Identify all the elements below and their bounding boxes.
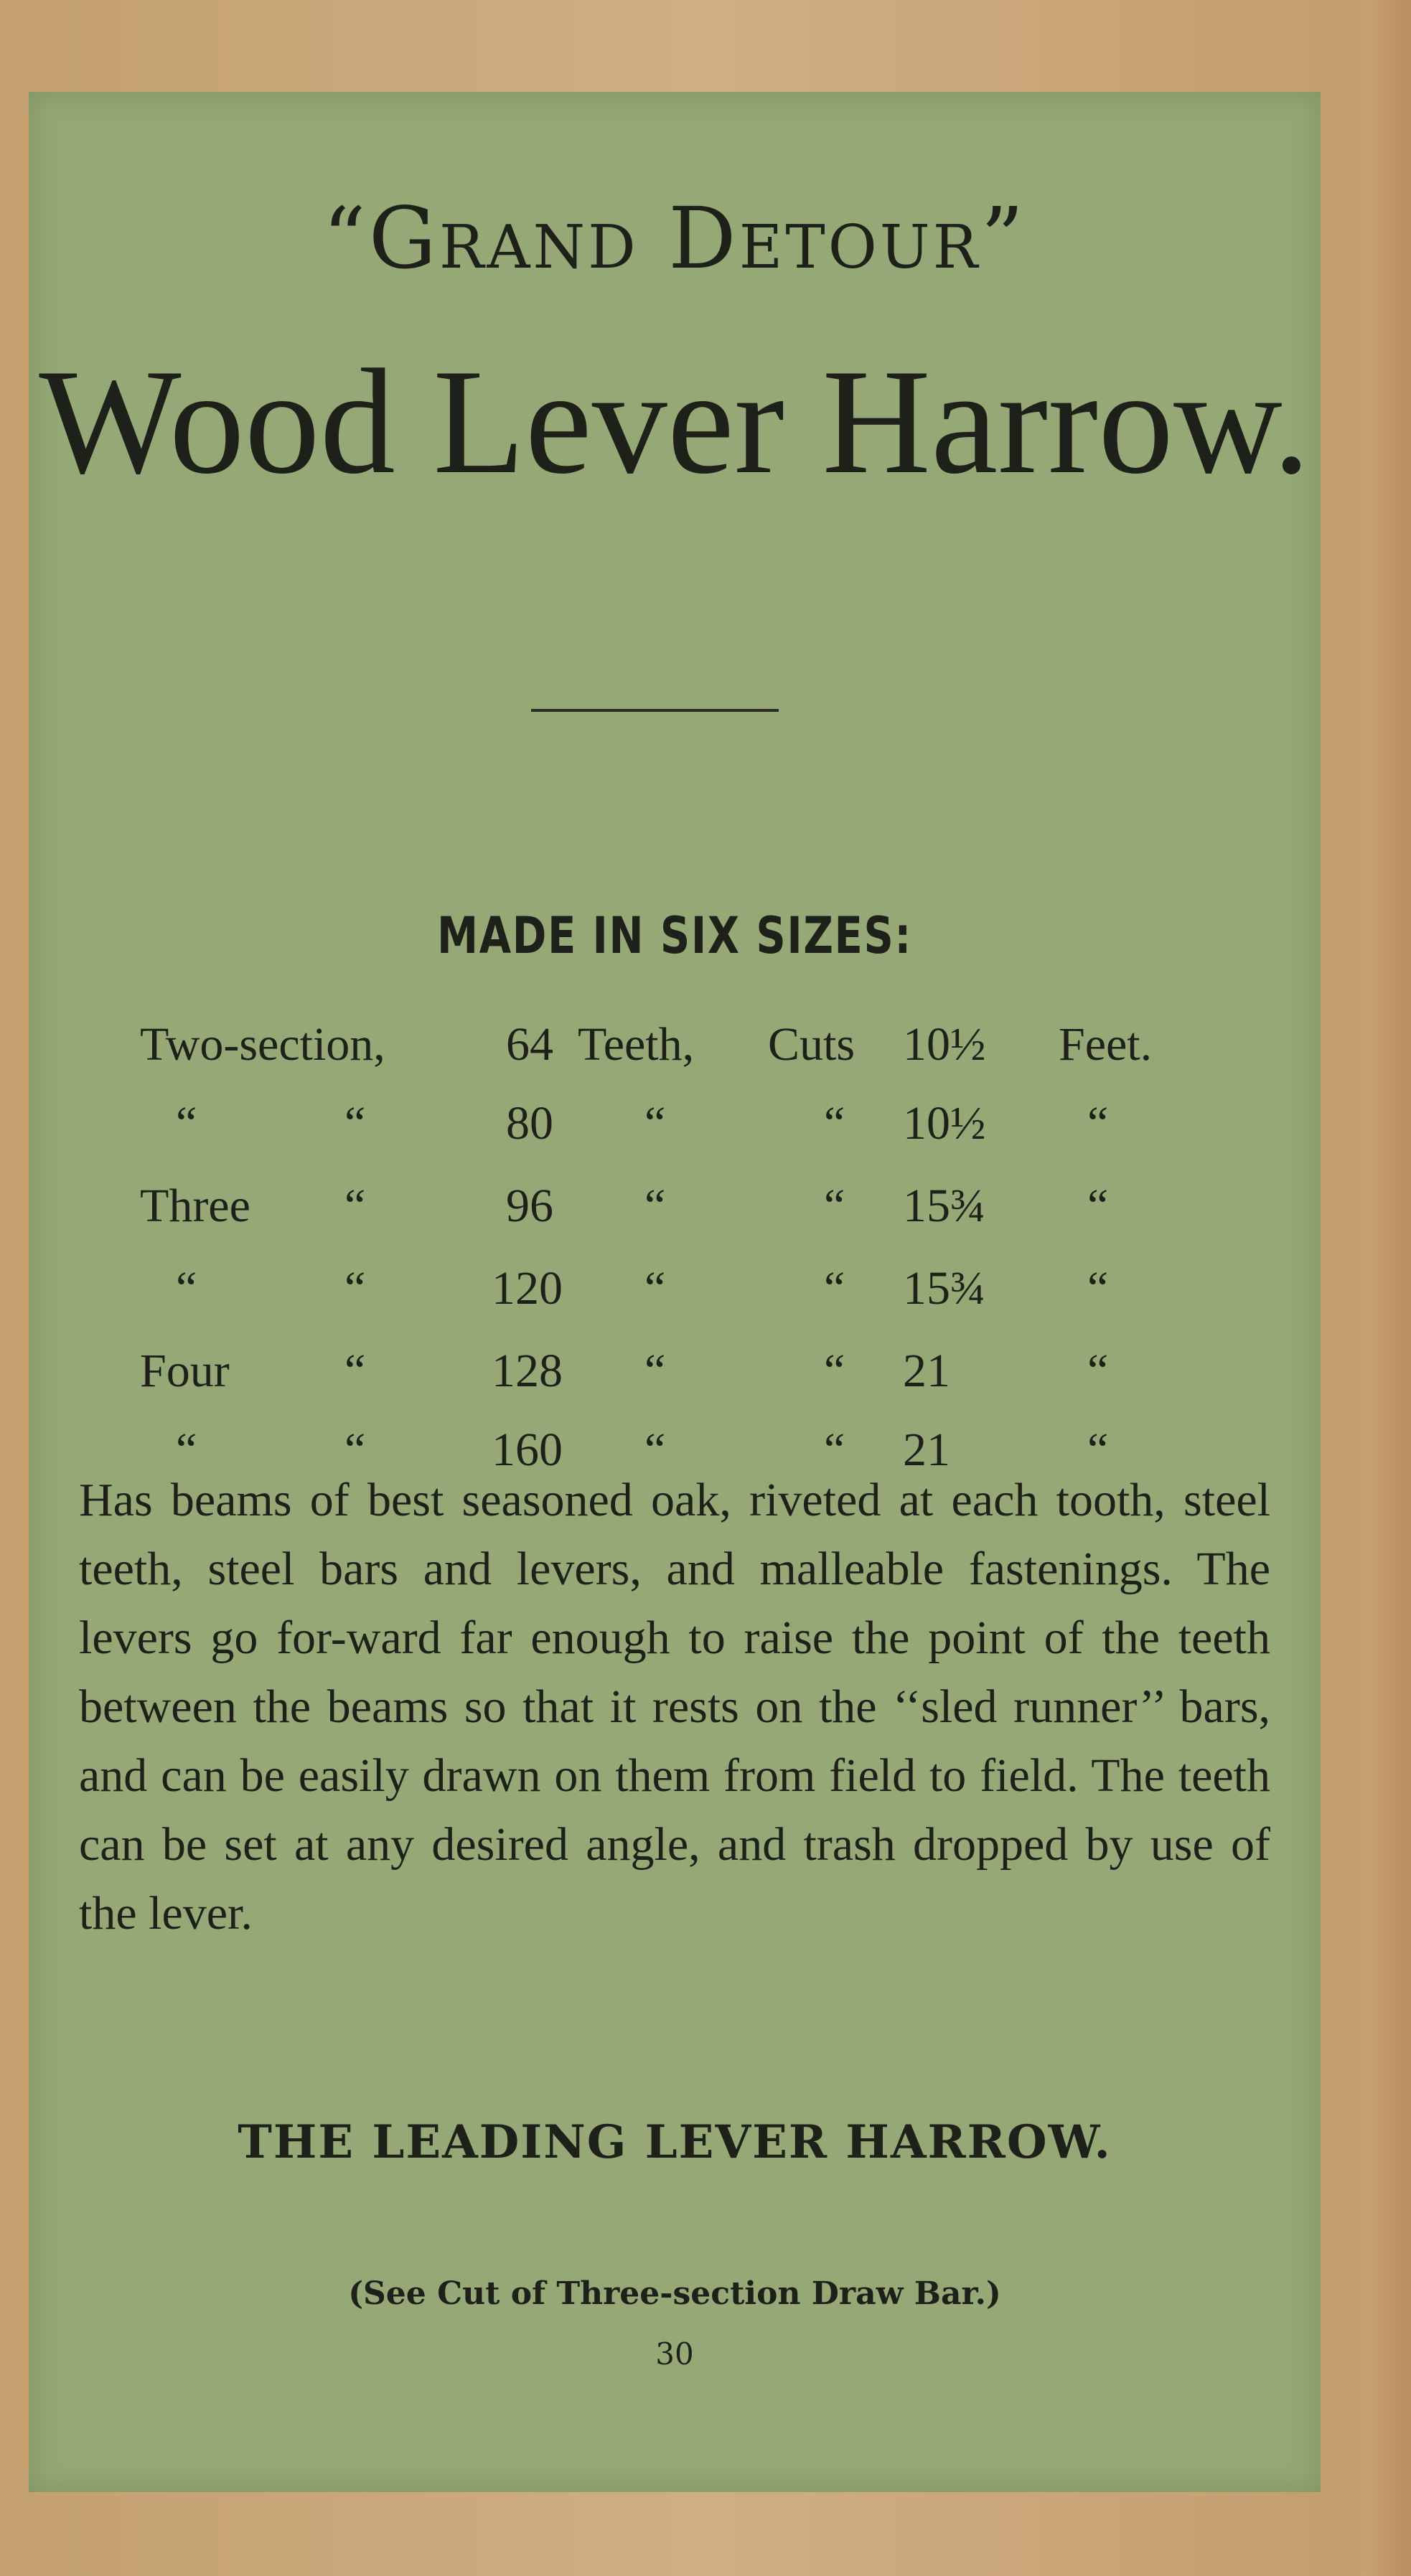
row-3-unit: “ — [1087, 1262, 1109, 1315]
row-3-teeth-label: “ — [644, 1262, 666, 1315]
row-2-width: 15¾ — [903, 1180, 986, 1232]
row-5-ditto: “ — [344, 1424, 366, 1476]
row-1-unit: “ — [1087, 1097, 1109, 1150]
row-5-cuts-label: “ — [824, 1424, 845, 1476]
row-3-sections: “ — [176, 1262, 197, 1315]
row-4-ditto: “ — [344, 1345, 366, 1397]
draw-bar-note: (See Cut of Three-section Draw Bar.) — [348, 2275, 1001, 2312]
row-0-teeth: 64 — [506, 1018, 553, 1071]
row-0-sections: Two-section, — [140, 1018, 385, 1071]
row-0-unit: Feet. — [1059, 1018, 1153, 1071]
heading: “Grand Detour” — [322, 189, 1027, 288]
title: Wood Lever Harrow. — [39, 339, 1311, 505]
row-0-teeth-label: Teeth, — [578, 1018, 695, 1071]
row-2-unit: “ — [1087, 1180, 1109, 1232]
row-1-teeth: 80 — [506, 1097, 553, 1150]
row-5-width: 21 — [903, 1424, 950, 1476]
row-2-teeth-label: “ — [644, 1180, 666, 1232]
row-1-sections: “ — [176, 1097, 197, 1150]
row-1-teeth-label: “ — [644, 1097, 666, 1150]
row-3-cuts-label: “ — [824, 1262, 845, 1315]
tagline: THE LEADING LEVER HARROW. — [238, 2115, 1112, 2169]
row-0-cuts-label: Cuts — [768, 1018, 855, 1071]
row-1-ditto: “ — [344, 1097, 366, 1150]
catalog-panel — [29, 92, 1321, 2492]
row-4-teeth: 128 — [492, 1345, 563, 1397]
row-2-ditto: “ — [344, 1180, 366, 1232]
row-4-unit: “ — [1087, 1345, 1109, 1397]
row-3-teeth: 120 — [492, 1262, 563, 1315]
row-1-width: 10½ — [903, 1097, 986, 1150]
row-4-teeth-label: “ — [644, 1345, 666, 1397]
row-5-teeth-label: “ — [644, 1424, 666, 1476]
row-5-unit: “ — [1087, 1424, 1109, 1476]
row-1-cuts-label: “ — [824, 1097, 845, 1150]
row-4-width: 21 — [903, 1345, 950, 1397]
row-5-sections: “ — [176, 1424, 197, 1476]
row-2-teeth: 96 — [506, 1180, 553, 1232]
row-4-sections: Four — [140, 1345, 230, 1397]
row-2-sections: Three — [140, 1180, 250, 1232]
row-2-cuts-label: “ — [824, 1180, 845, 1232]
row-3-width: 15¾ — [903, 1262, 986, 1315]
sizes-heading: MADE IN SIX SIZES: — [436, 906, 913, 965]
row-4-cuts-label: “ — [824, 1345, 845, 1397]
page-number: 30 — [655, 2336, 694, 2371]
page-edge — [1361, 0, 1411, 2576]
row-3-ditto: “ — [344, 1262, 366, 1315]
row-5-teeth: 160 — [492, 1424, 563, 1476]
description-paragraph: Has beams of best seasoned oak, riveted at each tooth, steel teeth, steel bars and levers, and malleable fastenings. The levers go for-ward far enough to raise the point of the teeth between the beams so that it rests on the ‘‘sled runner’’ bars, and can be easily drawn on them from field to field. The teeth can be set at any desired angle, and trash dropped by use of the lever. — [79, 1474, 1270, 1940]
row-0-width: 10½ — [903, 1018, 986, 1071]
